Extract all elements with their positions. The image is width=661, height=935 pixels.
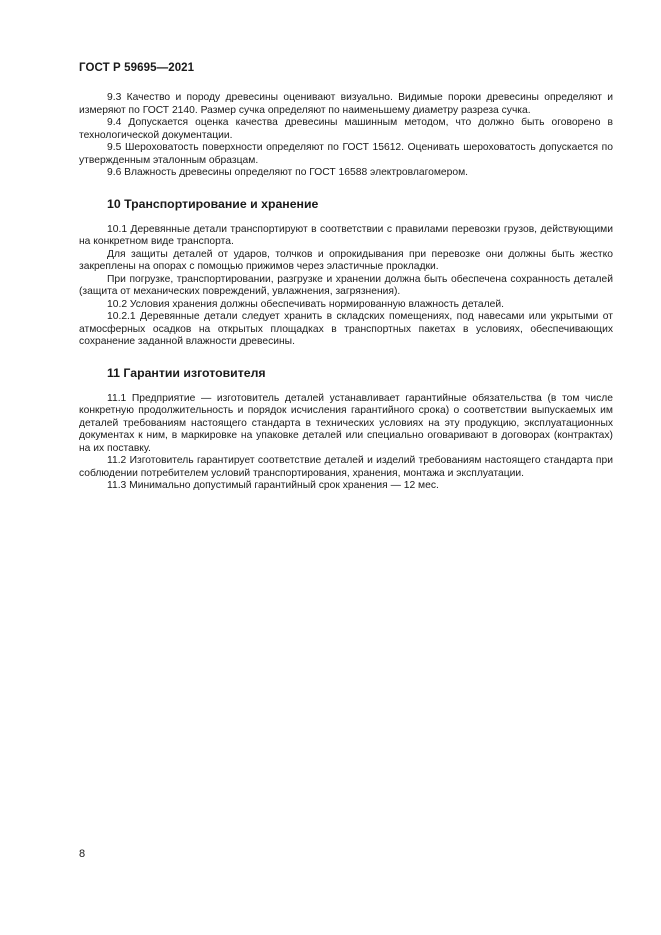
document-body [79,92,613,493]
document-header: ГОСТ Р 59695—2021 [79,62,195,74]
paragraph-10-2: 10.2 Условия хранения должны обеспечивать нормированную влажность деталей. [107,298,504,310]
paragraph-11-2: 11.2 Изготовитель гарантирует соответствие деталей и изделий требованиям настоящего стандарта при соблюдении потребителем условий транспортирования, хранения, монтажа и эксплуатации. [79,455,613,479]
paragraph-10-1: 10.1 Деревянные детали транспортируют в соответствии с правилами перевозки грузов, действующими на конкретном виде транспорта. [79,223,613,247]
section-11-title: 11 Гарантии изготовителя [107,365,266,380]
paragraph-9-5: 9.5 Шероховатость поверхности определяют по ГОСТ 15612. Оценивать шероховатость допускается по утвержденным эталонным образцам. [79,142,613,166]
paragraph-10-1-loading: При погрузке, транспортировании, разгрузке и хранении должна быть обеспечена сохранность деталей (защита от механических повреждений, увлажнения, загрязнения). [79,273,613,297]
paragraph-9-4: 9.4 Допускается оценка качества древесины машинным методом, что должно быть оговорено в технологической документации. [79,117,613,141]
paragraph-10-2-1: 10.2.1 Деревянные детали следует хранить в складских помещениях, под навесами или укрытыми от атмосферных осадков на открытых площадках в транспортных пакетах в условиях, обеспечивающих сохранение заданной влажности древесины. [79,311,613,347]
paragraph-10-1-protection: Для защиты деталей от ударов, толчков и опрокидывания при перевозке они должны быть жестко закреплены на опорах с помощью прижимов через эластичные прокладки. [79,248,613,272]
paragraph-9-3: 9.3 Качество и породу древесины оценивают визуально. Видимые пороки древесины определяют и измеряют по ГОСТ 2140. Размер сучка определяют по наименьшему диаметру разреза сучка. [79,92,613,116]
page-number: 8 [79,848,86,860]
paragraph-11-1: 11.1 Предприятие — изготовитель деталей устанавливает гарантийные обязательства (в том числе конкретную продолжительность и порядок исчисления гарантийного срока) о соответствии выпускаемых им деталей требованиям настоящего стандарта в технических условиях на эту продукцию, эксплуатационных документах к ним, в маркировке на упаковке деталей или специально оговаривают в договорах (контрактах) на их поставку. [79,392,613,454]
paragraph-11-3: 11.3 Минимально допустимый гарантийный срок хранения — 12 мес. [107,480,439,491]
paragraph-9-6: 9.6 Влажность древесины определяют по ГОСТ 16588 электровлагомером. [107,167,469,178]
section-10-title: 10 Транспортирование и хранение [107,196,319,211]
